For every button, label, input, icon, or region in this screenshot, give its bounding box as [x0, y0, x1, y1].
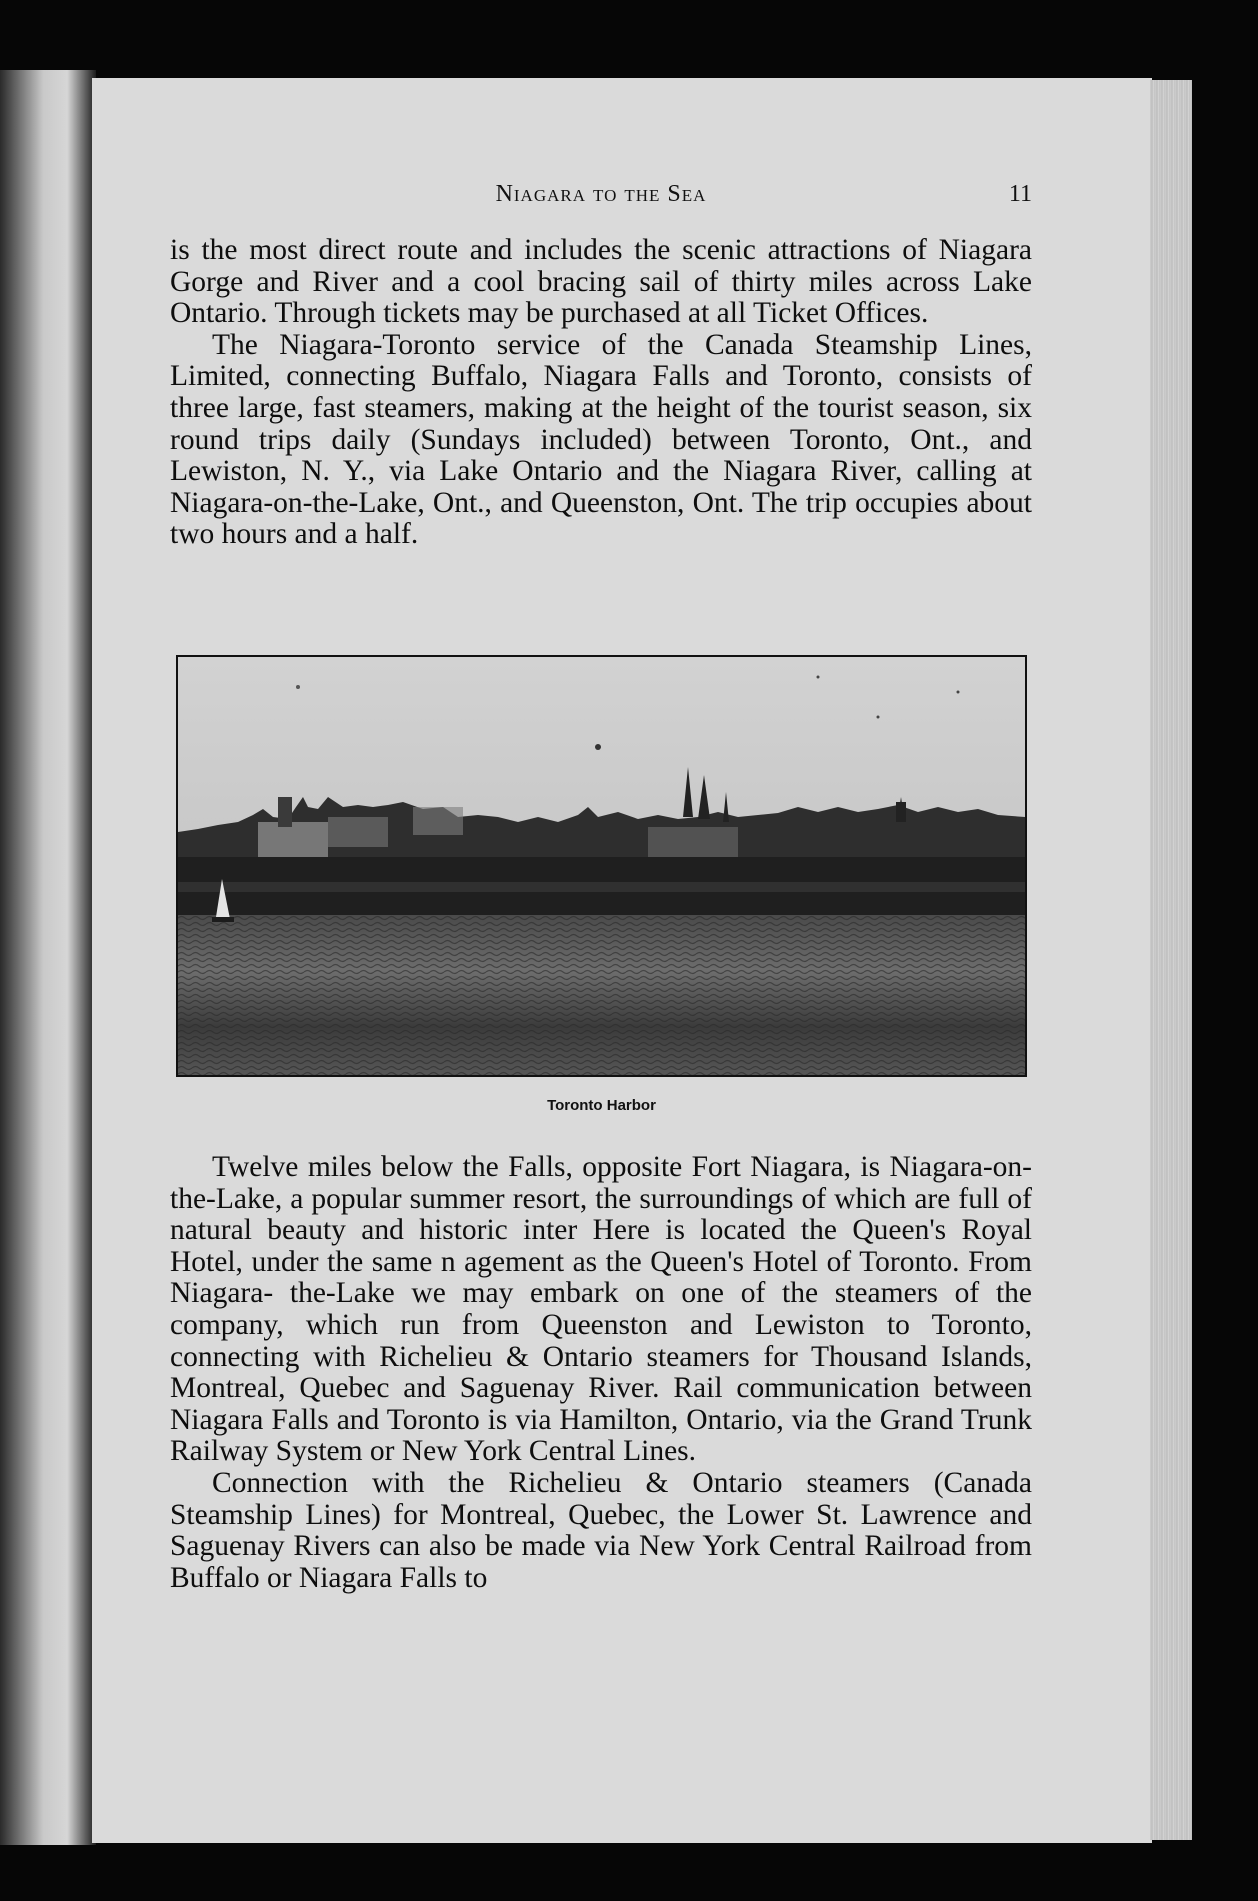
running-title: Niagara to the Sea [495, 181, 707, 207]
figure-caption: Toronto Harbor [547, 1097, 656, 1114]
text-block-bottom [170, 1152, 1032, 1594]
paragraph: The Niagara-Toronto service of the Canada Steamship Lines, Limited, connecting Buffalo, Niagara Falls and Toronto, consists of three large, fast steamers, making at the height of the tourist season, six round trips daily (Sundays included) between Toronto, Ont., and Lewiston, N. Y., via Lake Ontario and the Niagara River, calling at Niagara-on-the-Lake, Ont., and Queenston, Ont. The trip occupies about two hours and a half. [170, 328, 1032, 551]
page-edge [1150, 80, 1192, 1840]
page-number: 11 [1008, 181, 1032, 207]
paragraph: Twelve miles below the Falls, opposite Fort Niagara, is Niagara-on-the-Lake, a popular summer resort, the surroundings of which are full of natural beauty and historic inter Here is located the Queen's Royal Hotel, under the same n agement as the Queen's Hotel of Toronto. From Niagara- the-Lake we may embark on one of the steamers of the company, which run from Queenston and Lewiston to Toronto, connecting with Richelieu & Ontario steamers for Thousand Islands, Montreal, Quebec and Saguenay River. Rail communication between Niagara Falls and Toronto is via Hamilton, Ontario, via the Grand Trunk Railway System or New York Central Lines. [170, 1151, 1032, 1468]
text-block-top [170, 235, 1032, 551]
paragraph: is the most direct route and includes the scenic attractions of Niagara Gorge and River and a cool bracing sail of thirty miles across Lake Ontario. Through tickets may be purchased at all Ticket Offices. [170, 234, 1032, 330]
book-spine [0, 70, 96, 1845]
running-head [170, 181, 1032, 221]
paragraph: Connection with the Richelieu & Ontario steamers (Canada Steamship Lines) for Montreal, Quebec, the Lower St. Lawrence and Saguenay Rivers can also be made via New York Central Railroad from Buffalo or Niagara Falls to [170, 1466, 1032, 1594]
toronto-harbor-photo [176, 655, 1027, 1077]
